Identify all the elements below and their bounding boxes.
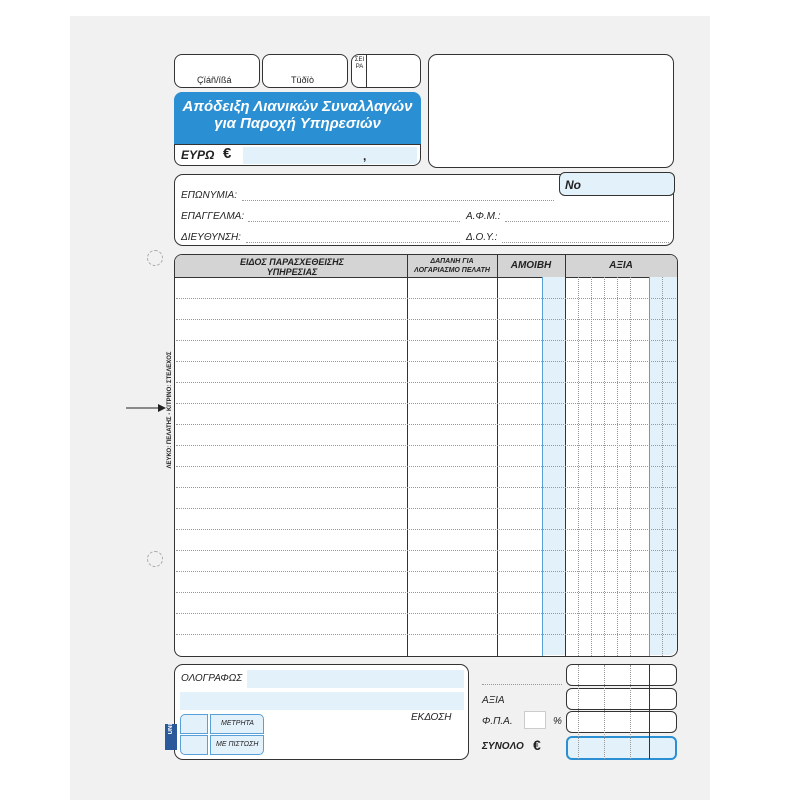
field-2-label: Tüðïò	[291, 75, 315, 85]
number-box[interactable]	[559, 172, 675, 196]
number-label: No	[565, 178, 581, 192]
fpa-label: Φ.Π.Α.	[482, 716, 513, 727]
currency-label: ΕΥΡΩ	[181, 148, 215, 162]
amount-in-words-field-2[interactable]	[180, 692, 464, 710]
dieuthynsi-label: ΔΙΕΥΘΥΝΣΗ:	[181, 232, 241, 243]
amount-in-words-field-1[interactable]	[247, 670, 464, 688]
col-value-header: ΑΞΙΑ	[609, 260, 633, 271]
series-label: ΣΕΙΡΑ	[354, 57, 365, 70]
copy-colors-note: ΛΕΥΚΟ: ΠΕΛΑΤΗΣ - ΚΙΤΡΙΝΟ: ΣΤΕΛΕΧΟΣ	[167, 351, 173, 469]
vat-amount-box[interactable]	[566, 711, 677, 733]
receipt-title-bar	[174, 92, 421, 144]
col-fee-header: ΑΜΟΙΒΗ	[510, 260, 552, 271]
olografos-label: ΟΛΟΓΡΑΦΩΣ	[181, 673, 243, 684]
credit-option[interactable]	[210, 735, 264, 755]
title-line-2: για Παροχή Υπηρεσιών	[214, 115, 381, 132]
cash-checkbox[interactable]	[180, 714, 208, 734]
punch-hole-top	[147, 250, 163, 266]
synolo-label: ΣΥΝΟΛΟ	[482, 741, 524, 752]
ekdosi-label: ΕΚΔΟΣΗ	[411, 712, 452, 723]
axia-label: ΑΞΙΑ	[482, 695, 505, 706]
net-value-box[interactable]	[566, 688, 677, 710]
synolo-euro-sign: €	[533, 737, 541, 753]
vat-percent-field[interactable]	[524, 711, 546, 729]
amount-euro-box[interactable]	[174, 144, 421, 166]
services-table	[174, 254, 678, 657]
field-2-box[interactable]	[262, 54, 348, 88]
amount-field[interactable]	[243, 147, 417, 164]
uni-logo: UNI	[165, 724, 177, 750]
field-1-label: Çïáñ/ïßá	[197, 75, 232, 85]
col-service-type-header: ΕΙΔΟΣ ΠΑΡΑΣΧΕΘΕΙΣΗΣ ΥΠΗΡΕΣΙΑΣ	[240, 257, 344, 277]
total-box-1[interactable]	[566, 664, 677, 686]
issuer-details-box[interactable]	[428, 54, 674, 168]
decimal-comma: ,	[363, 149, 367, 163]
cash-option[interactable]	[210, 714, 264, 734]
percent-sign: %	[553, 716, 562, 727]
cash-label: ΜΕΤΡΗΤΑ	[221, 720, 254, 727]
arrow-icon	[126, 401, 166, 419]
doy-label: Δ.Ο.Υ.:	[466, 232, 498, 243]
series-box[interactable]	[351, 54, 421, 88]
grand-total-box[interactable]	[566, 736, 677, 760]
punch-hole-bottom	[147, 551, 163, 567]
eponymia-label: ΕΠΩΝΥΜΙΑ:	[181, 190, 237, 201]
epaggelma-label: ΕΠΑΓΓΕΛΜΑ:	[181, 211, 245, 222]
euro-sign: €	[223, 145, 232, 162]
field-1-box[interactable]	[174, 54, 260, 88]
col-expense-header: ΔΑΠΑΝΗ ΓΙΑ ΛΟΓΑΡΙΑΣΜΟ ΠΕΛΑΤΗ	[414, 258, 490, 274]
credit-label: ΜΕ ΠΙΣΤΩΣΗ	[216, 741, 259, 748]
title-line-1: Απόδειξη Λιανικών Συναλλαγών	[182, 98, 413, 115]
credit-checkbox[interactable]	[180, 735, 208, 755]
afm-label: Α.Φ.Μ.:	[466, 211, 501, 222]
